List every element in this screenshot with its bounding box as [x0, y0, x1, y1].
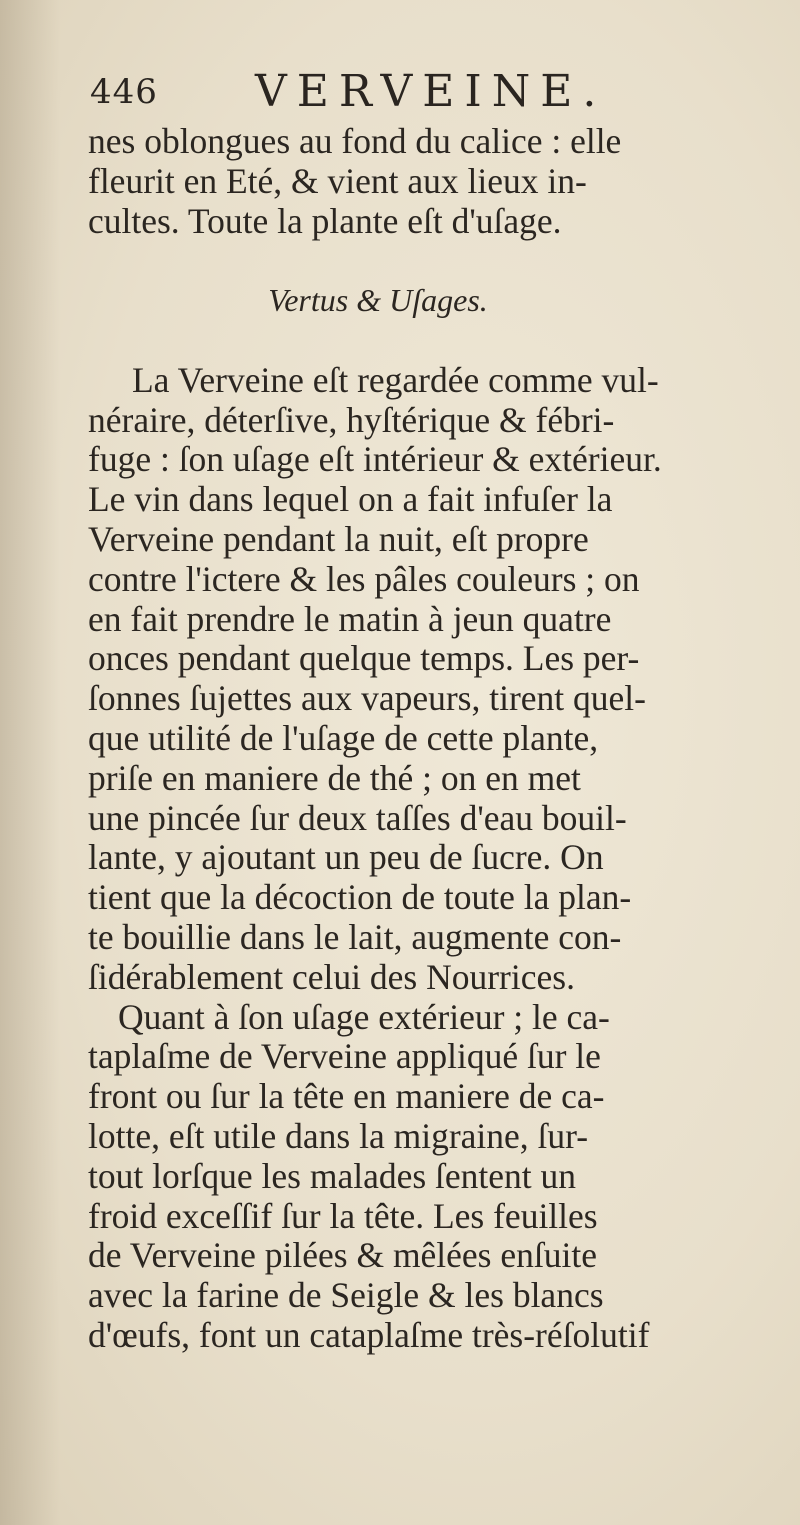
- blank-line: [88, 321, 788, 361]
- text-line: Quant à ſon uſage extérieur ; le ca-: [118, 996, 610, 1037]
- text-line: Verveine pendant la nuit, eſt propre: [88, 518, 589, 559]
- text-line: taplaſme de Verveine appliqué ſur le: [88, 1036, 601, 1077]
- text-line: d'œufs, font un cataplaſme très-réſolutif: [88, 1314, 650, 1355]
- text-line: lante, y ajoutant un peu de ſucre. On: [88, 837, 604, 878]
- body-text: [88, 122, 788, 1356]
- text-line: que utilité de l'uſage de cette plante,: [88, 717, 599, 758]
- text-line: onces pendant quelque temps. Les per-: [88, 638, 640, 679]
- text-line: tout lorſque les malades ſentent un: [88, 1155, 577, 1196]
- text-line: en fait prendre le matin à jeun quatre: [88, 598, 612, 639]
- page-number: 446: [90, 72, 158, 112]
- running-title: VERVEINE.: [255, 66, 607, 117]
- text-line: fleurit en Eté, & vient aux lieux in-: [88, 160, 587, 201]
- text-line: contre l'ictere & les pâles couleurs ; on: [88, 558, 640, 599]
- text-line: froid exceſſif ſur la tête. Les feuilles: [88, 1195, 598, 1236]
- page-header: [90, 66, 770, 126]
- text-line: lotte, eſt utile dans la migraine, ſur-: [88, 1115, 589, 1156]
- section-heading: Vertus & Uſages.: [268, 282, 488, 319]
- text-line: cultes. Toute la plante eſt d'uſage.: [88, 200, 562, 241]
- text-line: Le vin dans lequel on a fait infuſer la: [88, 479, 613, 520]
- text-line: une pincée ſur deux taſſes d'eau bouil-: [88, 797, 627, 838]
- text-line: tient que la décoction de toute la plan-: [88, 877, 632, 918]
- text-line: avec la farine de Seigle & les blancs: [88, 1275, 604, 1316]
- text-line: front ou ſur la tête en maniere de ca-: [88, 1076, 605, 1117]
- text-line: La Verveine eſt regardée comme vul-: [132, 359, 659, 400]
- blank-line: [88, 241, 788, 281]
- text-line: te bouillie dans le lait, augmente con-: [88, 916, 622, 957]
- gutter-shadow: [0, 0, 60, 1525]
- text-line: ſidérablement celui des Nourrices.: [88, 956, 575, 997]
- text-line: fuge : ſon uſage eſt intérieur & extérieur.: [88, 439, 662, 480]
- text-line: de Verveine pilées & mêlées enſuite: [88, 1235, 597, 1276]
- text-line: priſe en maniere de thé ; on en met: [88, 757, 581, 798]
- text-line: néraire, déterſive, hyſtérique & fébri-: [88, 399, 615, 440]
- text-line: nes oblongues au fond du calice : elle: [88, 121, 622, 161]
- text-line: ſonnes ſujettes aux vapeurs, tirent quel-: [88, 678, 646, 719]
